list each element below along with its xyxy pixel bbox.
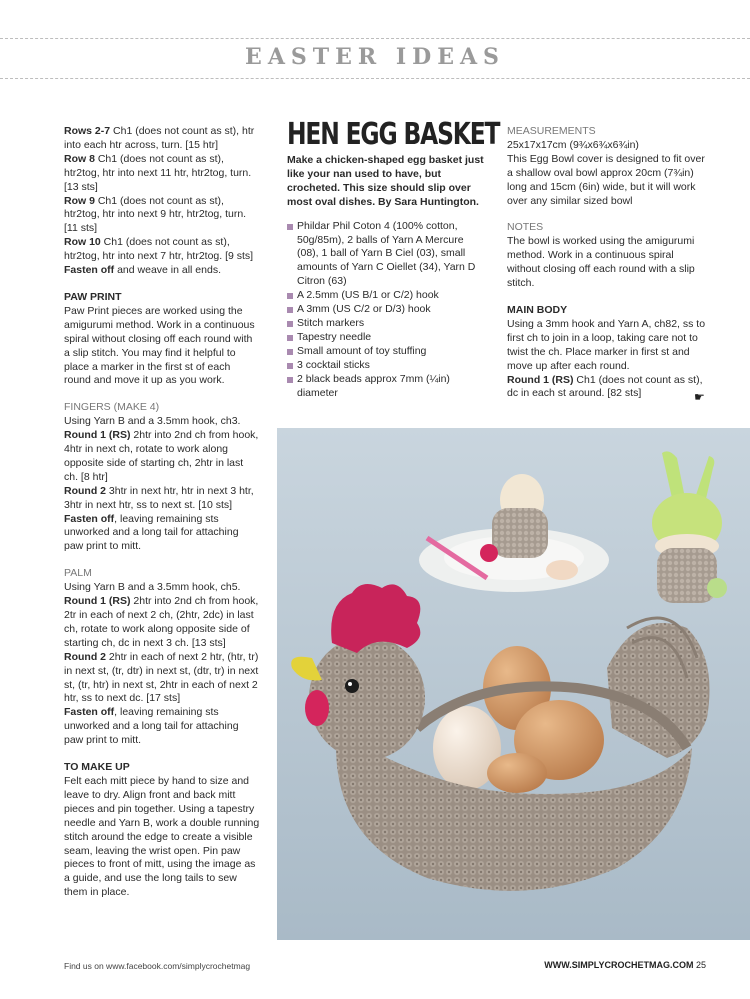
instruction-text: The bowl is worked using the amigurumi method. Work in a continuous spiral without closing off each round with a slip stitch. [507, 235, 695, 290]
instruction-label: Fasten off [64, 706, 115, 719]
header-rule-top [0, 38, 750, 39]
instruction-text: 2htr in each of next 2 htr, (htr, tr) in next st, (tr, dtr) in next st, (dtr, tr) in next st, (tr, htr) in next st, 2htr in each of next 2 htr, ss to next dc. [17 sts] [64, 650, 259, 705]
page-number: 25 [695, 960, 706, 970]
instruction-paragraph [64, 513, 260, 555]
material-item: A 3mm (US C/2 or D/3) hook [287, 303, 487, 317]
section-heading: FINGERS (MAKE 4) [64, 401, 160, 414]
instruction-text: 3htr in next htr, htr in next 3 htr, 3htr in next htr, ss to next st. [10 sts] [64, 484, 254, 511]
instruction-text: Ch1 (does not count as st), htr into each htr across, turn. [15 htr] [64, 125, 255, 151]
instruction-label: Row 8 [64, 152, 95, 165]
instruction-paragraph [64, 236, 260, 264]
instruction-label: Round 2 [64, 484, 106, 497]
instruction-paragraph [64, 706, 260, 748]
instruction-paragraph [507, 153, 707, 209]
instruction-text: Ch1 (does not count as st), htr2tog, htr into next 9 htr, htr2tog, turn. [11 sts] [64, 194, 247, 235]
spacer [64, 388, 260, 401]
instruction-paragraph [64, 595, 260, 651]
instructions-column-right [507, 125, 707, 401]
section-heading: MEASUREMENTS [507, 125, 596, 137]
section-title: EASTER IDEAS [245, 44, 505, 70]
spacer [507, 208, 707, 221]
instruction-paragraph [64, 415, 260, 429]
material-item: 2 black beads approx 7mm (¼in) diameter [287, 373, 487, 401]
section-heading: NOTES [507, 221, 544, 234]
material-item: Small amount of toy stuffing [287, 345, 487, 359]
instruction-text: Felt each mitt piece by hand to size and leave to dry. Align front and back mitt pieces and pin together. Using a tapestry needle and Yarn B, work a double running stitch around the edge to create a visible seam, leaving the wrist open. Pin paw pieces to front of mitt, using the image as a guide, and use the long tails to sew them in place. [64, 774, 260, 899]
instruction-paragraph [64, 195, 260, 237]
footer-facebook: Find us on www.facebook.com/simplycrochetmag [64, 961, 251, 971]
instruction-paragraph [64, 305, 260, 388]
spacer [507, 291, 707, 304]
materials-list [287, 220, 487, 401]
header-rule-bottom [0, 78, 750, 79]
instruction-label: Fasten off [64, 512, 115, 525]
material-item: A 2.5mm (US B/1 or C/2) hook [287, 289, 487, 303]
instruction-text: Paw Print pieces are worked using the amigurumi method. Work in a continuous spiral without closing off each round with a slip stitch. You may find it helpful to place a marker in the first st of each round and move it up as you work. [64, 304, 255, 387]
instruction-paragraph [64, 125, 260, 153]
instruction-text: Ch1 (does not count as st), dc in each st around. [82 sts] [507, 373, 703, 400]
instruction-label: Round 1 (RS) [64, 595, 131, 608]
instruction-label: Row 9 [64, 194, 95, 207]
spacer [64, 748, 260, 761]
instruction-paragraph [64, 581, 260, 595]
instruction-text: , leaving remaining sts unworked and a long tail for attaching paw print to mitt. [64, 512, 239, 553]
material-item: 3 cocktail sticks [287, 359, 487, 373]
pattern-intro-column [287, 117, 500, 400]
continue-arrow-icon: ☛ [694, 390, 705, 404]
photo-illustration [277, 428, 750, 940]
spacer [64, 554, 260, 567]
instruction-paragraph [64, 429, 260, 485]
instruction-paragraph [507, 374, 707, 402]
instruction-text: 25x17x17cm (9¾x6¾x6¾in) [507, 138, 639, 151]
instruction-text: Using a 3mm hook and Yarn A, ch82, ss to first ch to join in a loop, taking care not to twist the ch. Place marker in first st and move up after each round. [507, 317, 706, 372]
instruction-text: , leaving remaining sts unworked and a long tail for attaching paw print to mitt. [64, 706, 239, 747]
material-item: Tapestry needle [287, 331, 487, 345]
page-header [0, 38, 750, 80]
section-heading: MAIN BODY [507, 303, 568, 316]
section-heading: TO MAKE UP [64, 761, 130, 774]
instruction-paragraph [64, 153, 260, 195]
instruction-paragraph [507, 139, 707, 153]
instruction-paragraph [507, 235, 707, 291]
section-heading: PALM [64, 567, 92, 580]
instruction-label: Row 10 [64, 236, 101, 249]
instruction-text: 2htr into 2nd ch from hook, 2tr in each of next 2 ch, (2htr, 2dc) in last ch, rotate to work along opposite side of starting ch, dc in next 3 ch. [13 sts] [64, 595, 259, 649]
instruction-text: Using Yarn B and a 3.5mm hook, ch3. [64, 415, 241, 428]
instruction-label: Rows 2-7 [64, 125, 111, 137]
footer-website: WWW.SIMPLYCROCHETMAG.COM [544, 960, 694, 970]
material-item: Stitch markers [287, 317, 487, 331]
pattern-title: HEN EGG BASKET [287, 117, 500, 152]
instruction-paragraph [64, 485, 260, 513]
instruction-text: and weave in all ends. [114, 264, 221, 277]
spacer [64, 278, 260, 291]
instruction-paragraph [64, 264, 260, 278]
instruction-label: Round 1 (RS) [507, 373, 574, 386]
instruction-text: This Egg Bowl cover is designed to fit over a shallow oval bowl approx 20cm (7¾in) long and 15cm (6in) wide, but it will work over any similar sized bowl [507, 152, 705, 207]
footer-right [544, 960, 706, 970]
instruction-text: Ch1 (does not count as st), htr2tog, htr into next 7 htr, htr2tog. [9 sts] [64, 236, 254, 263]
instruction-paragraph [64, 775, 260, 900]
hen-basket-photo [277, 428, 750, 940]
instruction-text: Ch1 (does not count as st), htr2tog, htr into next 11 htr, htr2tog, turn. [13 sts] [64, 152, 252, 193]
section-heading: PAW PRINT [64, 290, 122, 303]
instruction-text: 2htr into 2nd ch from hook, 4htr in next ch, rotate to work along opposite side of starting ch, 2htr in last ch. [8 htr] [64, 429, 259, 483]
material-item: Phildar Phil Coton 4 (100% cotton, 50g/85m), 2 balls of Yarn A Mercure (08), 1 ball of Yarn B Ciel (03), small amounts of Yarn C Oiellet (34), Yarn D Citron (63) [287, 220, 487, 290]
instructions-column-left [64, 125, 260, 900]
pattern-intro: Make a chicken-shaped egg basket just like your nan used to have, but crocheted. This size should slip over most oval dishes. By Sara Huntington. [287, 154, 484, 208]
instruction-paragraph [64, 651, 260, 707]
instruction-text: Using Yarn B and a 3.5mm hook, ch5. [64, 581, 241, 594]
instruction-label: Round 2 [64, 650, 106, 663]
instruction-paragraph [507, 318, 707, 374]
instruction-label: Fasten off [64, 264, 115, 277]
instruction-label: Round 1 (RS) [64, 429, 131, 442]
